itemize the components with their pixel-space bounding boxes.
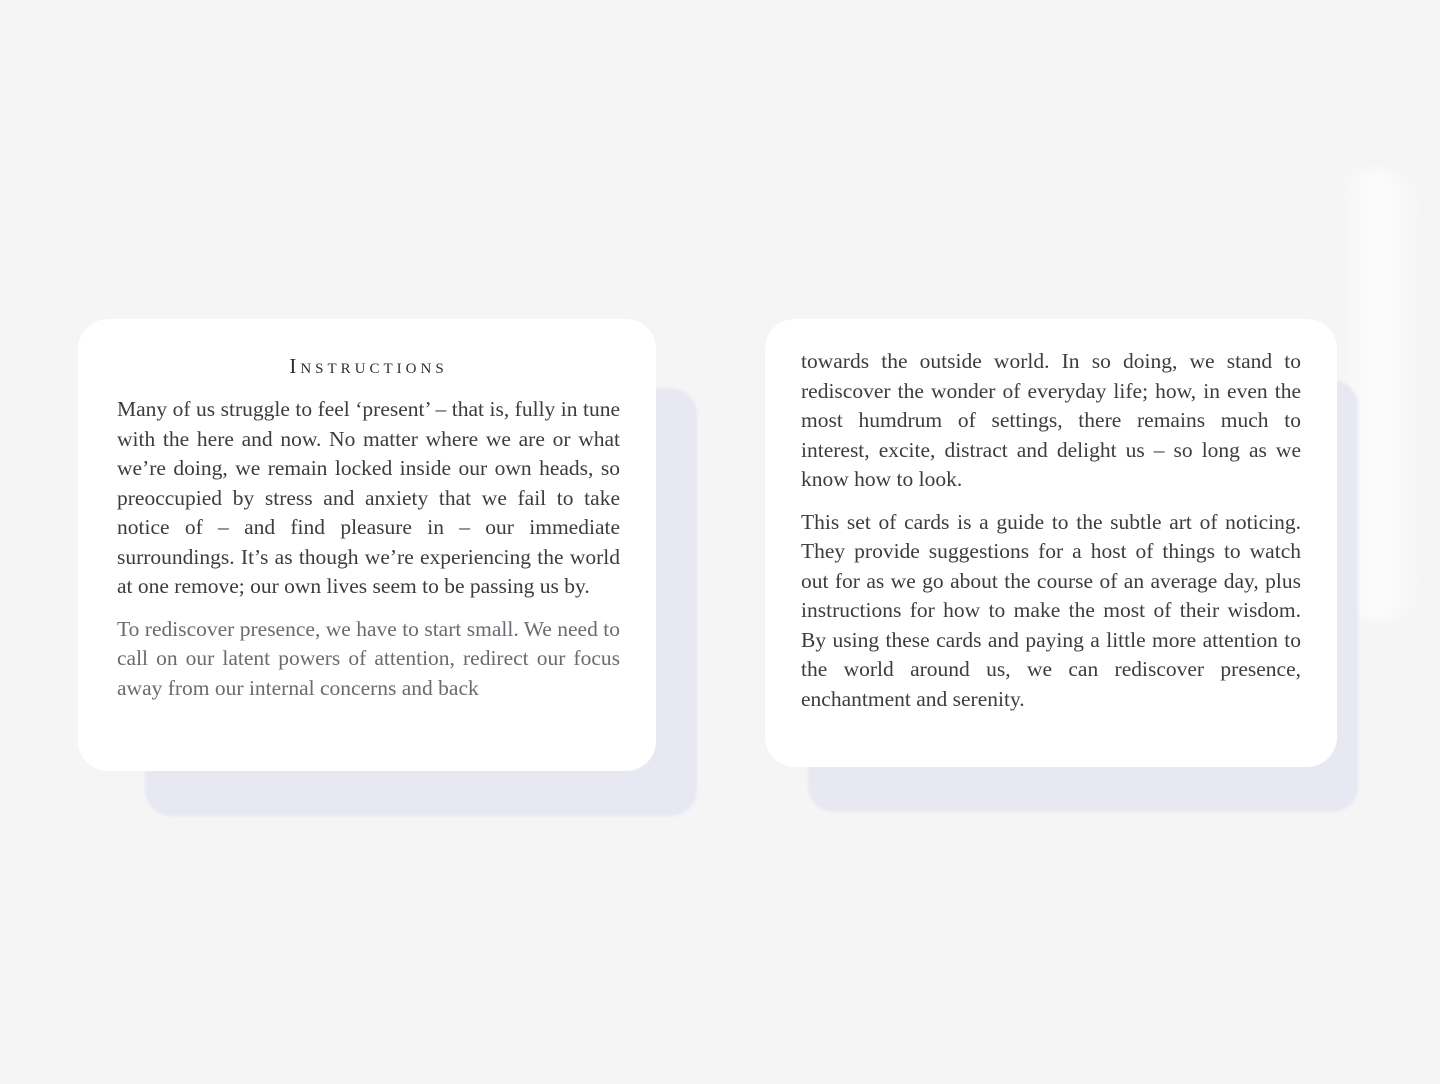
card-paragraph: To rediscover presence, we have to start small. We need to call on our latent powers of attention, redirect our focus away from our internal concerns and back xyxy=(117,616,620,700)
card-paragraph: towards the outside world. In so doing, we stand to rediscover the wonder of everyday life; how, in even the most humdrum of settings, there remains much to interest, excite, distract and delight us – so long as we know how to look. xyxy=(801,349,1301,491)
instructions-card-right xyxy=(765,319,1337,767)
card-paragraph: This set of cards is a guide to the subtle art of noticing. They provide suggestions for a host of things to watch out for as we go about the course of an average day, plus instructions for how to make the most of their wisdom. By using these cards and paying a little more attention to the world around us, we can rediscover presence, enchantment and serenity. xyxy=(801,509,1301,711)
card-title: Instructions xyxy=(289,354,448,378)
instructions-card-left xyxy=(78,319,656,771)
card-paragraph: Many of us struggle to feel ‘present’ – that is, fully in tune with the here and now. No matter where we are or what we’re doing, we remain locked inside our own heads, so preoccupied by stress and anxiety that we fail to take notice of – and find pleasure in – our immediate surroundings. It’s as though we’re experiencing the world at one remove; our own lives seem to be passing us by. xyxy=(117,397,620,599)
